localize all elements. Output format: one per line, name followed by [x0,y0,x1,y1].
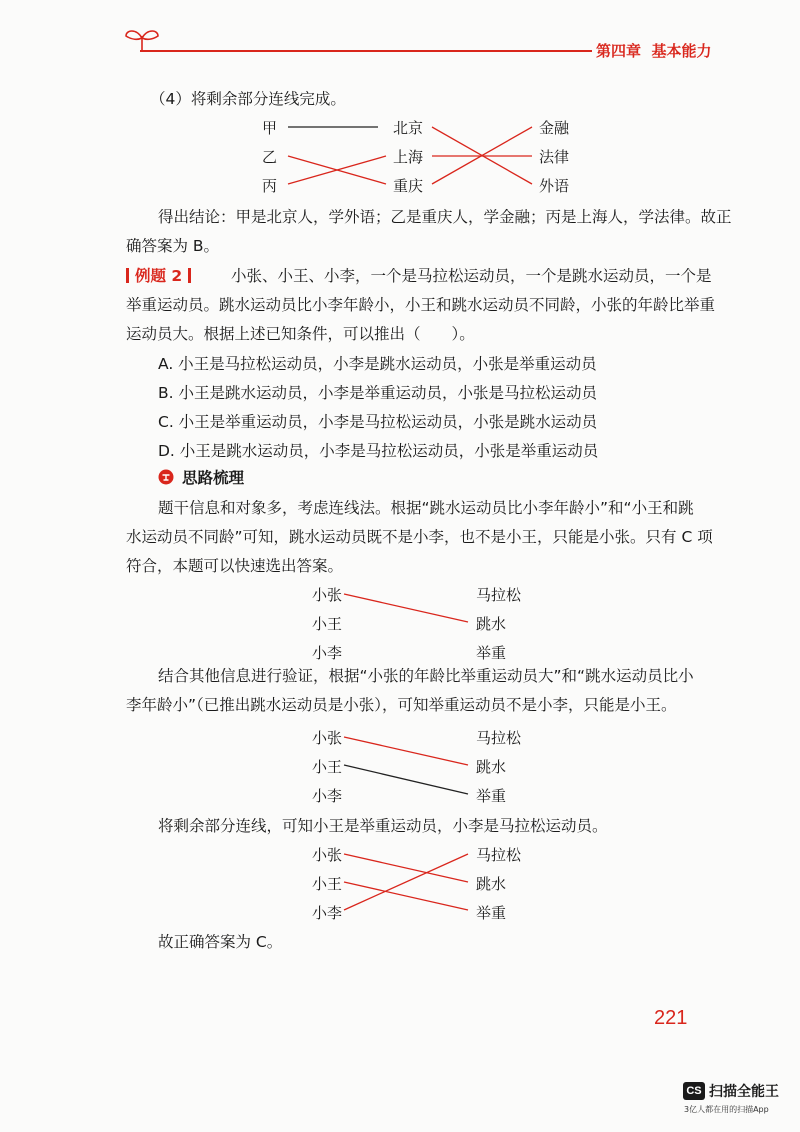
option-b: B. 小王是跳水运动员，小李是举重运动员，小张是马拉松运动员 [158,384,597,402]
analysis-p1-line1: 题干信息和对象多，考虑连线法。根据“跳水运动员比小李年龄小”和“小王和跳 [158,499,694,517]
chapter-label: 第四章 [596,42,642,60]
d3-sport-marathon: 马拉松 [476,729,522,747]
d4-person-li: 小李 [312,904,343,922]
analysis-p1-line2: 水运动员不同龄”可知，跳水运动员既不是小李，也不是小王，只能是小张。只有 C 项 [126,528,713,546]
analysis-icon [158,469,174,485]
analysis-p1-line3: 符合，本题可以快速选出答案。 [126,557,344,575]
page-number: 221 [654,1007,688,1029]
analysis-p3: 将剩余部分连线，可知小王是举重运动员，小李是马拉松运动员。 [158,817,608,835]
line-zhang-diving [344,594,468,622]
analysis-p2-line1: 结合其他信息进行验证，根据“小张的年龄比举重运动员大”和“跳水运动员比小 [158,667,694,685]
final-answer: 故正确答案为 C。 [158,933,283,951]
diagram1-mid-shanghai: 上海 [393,148,424,166]
example-tag-label: 例题 2 [135,267,183,285]
diagram1-left-yi: 乙 [262,148,278,166]
diagram1-lines [0,0,800,220]
d2-sport-diving: 跳水 [476,615,507,633]
diagram1-left-bing: 丙 [262,177,278,195]
d3-person-li: 小李 [312,787,343,805]
question-line3: 运动员大。根据上述已知条件，可以推出（ ）。 [126,325,475,343]
line-wang-weightlifting [344,882,468,910]
question-line1: 小张、小王、小李，一个是马拉松运动员，一个是跳水运动员，一个是 [231,267,712,285]
d4-person-zhang: 小张 [312,846,343,864]
diagram4-lines [0,830,800,930]
diagram1-mid-beijing: 北京 [393,119,424,137]
scanner-name: 扫描全能王 [709,1084,779,1100]
d4-sport-marathon: 马拉松 [476,846,522,864]
diagram1-mid-chongqing: 重庆 [393,177,424,195]
option-d: D. 小王是跳水运动员，小李是马拉松运动员，小张是举重运动员 [158,442,599,460]
line-zhang-diving [344,854,468,882]
d2-person-li: 小李 [312,644,343,662]
analysis-p2-line2: 李年龄小”（已推出跳水运动员是小张），可知举重运动员不是小李，只能是小王。 [126,696,677,714]
section-label: 基本能力 [651,42,712,60]
option-a: A. 小王是马拉松运动员，小李是跳水运动员，小张是举重运动员 [158,355,597,373]
diagram1-right-waiyu: 外语 [539,177,570,195]
d3-sport-diving: 跳水 [476,758,507,776]
line-li-marathon [344,854,468,910]
d3-sport-weightlifting: 举重 [476,787,507,805]
diagram3-lines [0,700,800,810]
d2-person-zhang: 小张 [312,586,343,604]
example-tag [126,262,191,290]
line-zhang-diving [344,737,468,765]
d3-person-zhang: 小张 [312,729,343,747]
scanner-logo [683,1082,705,1100]
scanner-logo-text: CS [686,1085,702,1097]
d3-person-wang: 小王 [312,758,343,776]
scanner-slogan: 3亿人都在用的扫描App [684,1105,769,1114]
diagram1-left-jia: 甲 [262,119,278,137]
option-c: C. 小王是举重运动员，小李是马拉松运动员，小张是跳水运动员 [158,413,598,431]
line-wang-weightlifting [344,765,468,794]
analysis-title: 思路梳理 [182,469,245,487]
question-line2: 举重运动员。跳水运动员比小李年龄小，小王和跳水运动员不同龄，小张的年龄比举重 [126,296,716,314]
d2-person-wang: 小王 [312,615,343,633]
diagram1-right-falv: 法律 [539,148,570,166]
d4-person-wang: 小王 [312,875,343,893]
d4-sport-diving: 跳水 [476,875,507,893]
conclusion-line2: 确答案为 B。 [126,237,220,255]
conclusion-line1: 得出结论：甲是北京人，学外语；乙是重庆人，学金融；丙是上海人，学法律。故正 [158,208,732,226]
diagram1-right-jinrong: 金融 [539,119,570,137]
d2-sport-weightlifting: 举重 [476,644,507,662]
part4-title: （4）将剩余部分连线完成。 [150,90,346,108]
d2-sport-marathon: 马拉松 [476,586,522,604]
diagram2-lines [0,560,800,660]
d4-sport-weightlifting: 举重 [476,904,507,922]
